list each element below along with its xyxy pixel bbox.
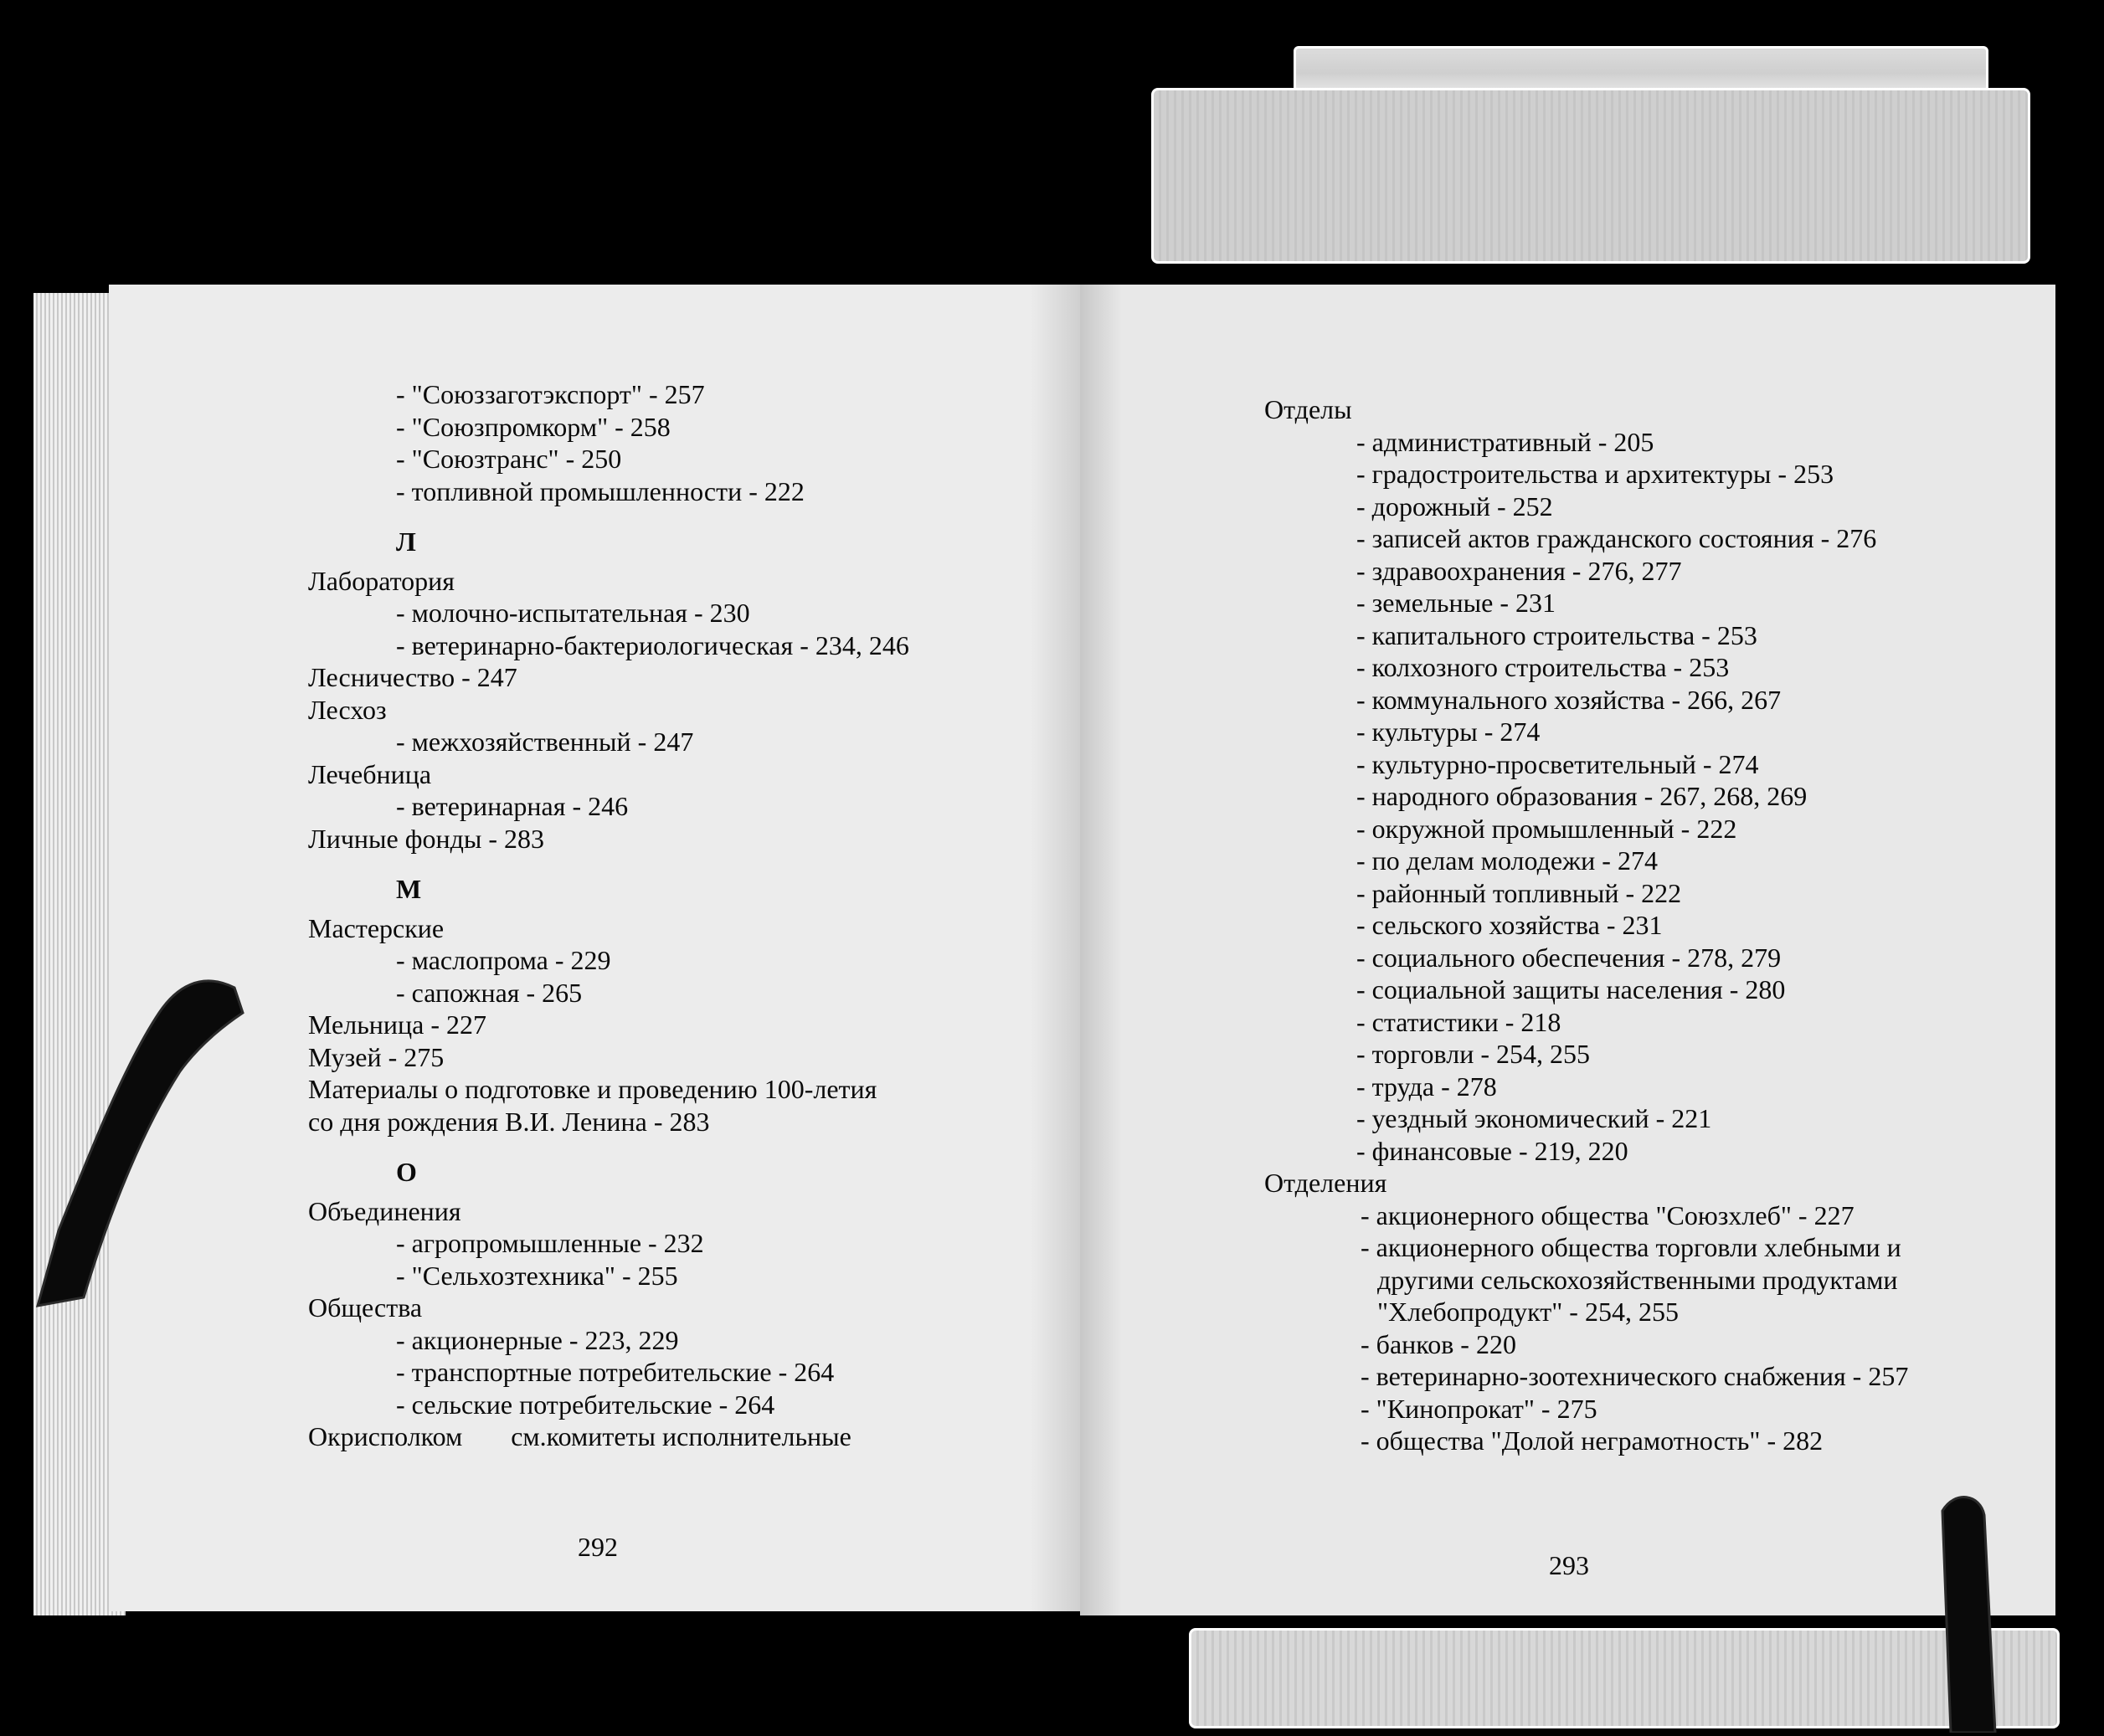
- index-subentry: - акционерного общества "Союзхлеб" - 227: [1361, 1199, 1855, 1230]
- index-entry: Мастерские: [308, 912, 445, 943]
- index-subentry: - народного образования - 267, 268, 269: [1356, 781, 1808, 811]
- index-subentry: - межхозяйственный - 247: [396, 727, 694, 757]
- index-subentry: - "Сельхозтехника" - 255: [396, 1260, 678, 1291]
- book-stack-top: [1294, 46, 1988, 92]
- index-subentry: - статистики - 218: [1356, 1006, 1561, 1037]
- index-subentry: - акционерного общества торговли хлебными и: [1361, 1232, 1901, 1262]
- index-subentry: "Хлебопродукт" - 254, 255: [1377, 1297, 1679, 1327]
- right-page-number: 293: [1549, 1550, 1589, 1580]
- index-subentry: - колхозного строительства - 253: [1356, 652, 1730, 682]
- right-bookmark-ribbon: [1930, 1482, 2005, 1733]
- index-entry: со дня рождения В.И. Ленина - 283: [308, 1106, 710, 1137]
- index-subentry: - сельские потребительские - 264: [396, 1389, 775, 1420]
- index-subentry: - окружной промышленный - 222: [1356, 813, 1737, 844]
- index-subentry: - социального обеспечения - 278, 279: [1356, 942, 1782, 973]
- right-index-column: [1264, 393, 1908, 1457]
- index-entry: Лесничество - 247: [308, 662, 517, 692]
- index-entry: Объединения: [308, 1195, 461, 1226]
- index-entry: Личные фонды - 283: [308, 823, 545, 854]
- index-subentry: - уездный экономический - 221: [1356, 1103, 1712, 1133]
- index-subentry: - труда - 278: [1356, 1071, 1497, 1102]
- left-index-column: [308, 378, 909, 1453]
- index-subentry: - "Союзтранс" - 250: [396, 444, 622, 474]
- index-subentry: - земельные - 231: [1356, 588, 1556, 618]
- index-subentry: - транспортные потребительские - 264: [396, 1357, 835, 1387]
- index-subentry: - "Союззаготэкспорт" - 257: [396, 379, 705, 409]
- index-subentry: - ветеринарно-зоотехнического снабжения - 257: [1361, 1361, 1909, 1391]
- index-subentry: - капитального строительства - 253: [1356, 619, 1757, 650]
- index-subentry: - молочно-испытательная - 230: [396, 598, 750, 628]
- index-entry: Материалы о подготовке и проведению 100-летия: [308, 1074, 877, 1104]
- index-subentry: - банков - 220: [1361, 1328, 1516, 1359]
- book-stack-block: [1151, 88, 2030, 264]
- index-subentry: - дорожный - 252: [1356, 490, 1553, 521]
- left-bookmark-ribbon: [33, 963, 251, 1314]
- index-subentry: - акционерные - 223, 229: [396, 1324, 679, 1355]
- index-subentry: - сельского хозяйства - 231: [1356, 910, 1663, 940]
- index-cross-reference: [308, 1420, 909, 1453]
- index-subentry: - торговли - 254, 255: [1356, 1039, 1590, 1069]
- index-subentry: - ветеринарная - 246: [396, 791, 629, 821]
- index-entry: Отделы: [1264, 394, 1352, 424]
- index-subentry: - маслопрома - 229: [396, 945, 611, 975]
- index-entry: Лаборатория: [308, 565, 455, 596]
- index-entry: Музей - 275: [308, 1041, 445, 1072]
- section-letter: О: [396, 1157, 417, 1187]
- index-subentry: - "Союзпромкорм" - 258: [396, 411, 671, 442]
- index-subentry: - культуры - 274: [1356, 716, 1541, 747]
- index-entry: Мельница - 227: [308, 1009, 487, 1040]
- index-subentry: - градостроительства и архитектуры - 253: [1356, 459, 1834, 489]
- index-subentry: - общества "Долой неграмотность" - 282: [1361, 1425, 1824, 1456]
- index-subentry: - по делам молодежи - 274: [1356, 845, 1658, 876]
- index-subentry: - здравоохранения - 276, 277: [1356, 555, 1682, 586]
- index-entry: Отделения: [1264, 1168, 1387, 1198]
- left-page-number: 292: [578, 1532, 618, 1562]
- cross-reference-target: см.комитеты исполнительные: [511, 1421, 851, 1451]
- section-letter: Л: [396, 526, 416, 557]
- index-subentry: - культурно-просветительный - 274: [1356, 748, 1759, 779]
- index-subentry: - топливной промышленности - 222: [396, 475, 805, 506]
- index-subentry: - сапожная - 265: [396, 977, 583, 1008]
- index-subentry: - районный топливный - 222: [1356, 877, 1682, 908]
- index-subentry: - "Кинопрокат" - 275: [1361, 1393, 1597, 1424]
- index-entry: Лесхоз: [308, 694, 387, 725]
- index-subentry: - социальной защиты населения - 280: [1356, 974, 1786, 1004]
- cross-reference-term: Окрисполком: [308, 1421, 463, 1451]
- index-subentry: - агропромышленные - 232: [396, 1228, 704, 1258]
- index-subentry: - записей актов гражданского состояния - 276: [1356, 523, 1877, 553]
- index-subentry: - административный - 205: [1356, 426, 1654, 457]
- book-stack-bottom: [1189, 1628, 2060, 1728]
- index-subentry: - финансовые - 219, 220: [1356, 1135, 1628, 1166]
- index-subentry: - ветеринарно-бактериологическая - 234, 246: [396, 629, 909, 660]
- index-entry: Общества: [308, 1292, 423, 1323]
- index-subentry: - коммунального хозяйства - 266, 267: [1356, 684, 1782, 715]
- section-letter: М: [396, 874, 422, 904]
- index-entry: Лечебница: [308, 758, 432, 789]
- index-subentry: другими сельскохозяйственными продуктами: [1377, 1264, 1898, 1295]
